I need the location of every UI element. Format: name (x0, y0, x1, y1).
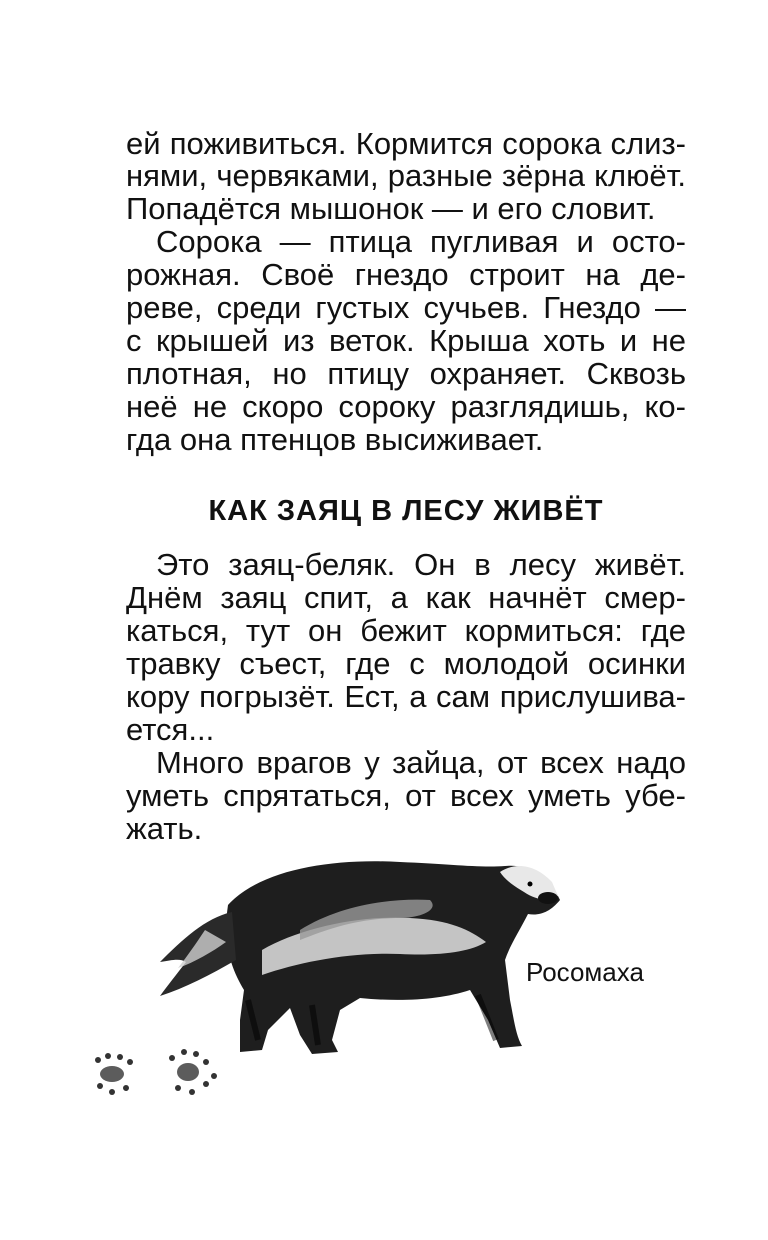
text-line: гда она птенцов высиживает. (126, 422, 544, 457)
text-line: кору погрызёт. Ест, а сам прислушива- (126, 679, 686, 714)
text-line: неё не скоро сороку разглядишь, ко- (126, 389, 686, 424)
text-line: Днём заяц спит, а как начнёт смер- (126, 580, 686, 615)
text-line: Сорока — птица пугливая и осто- (156, 224, 686, 259)
text-line: жать. (126, 811, 203, 846)
text-line: уметь спрятаться, от всех уметь убе- (126, 778, 686, 813)
illustration-caption: Росомаха (526, 957, 644, 987)
text-line: Это заяц-беляк. Он в лесу живёт. (156, 547, 686, 582)
text-line: Попадётся мышонок — и его словит. (126, 191, 656, 226)
text-line: Много врагов у зайца, от всех надо (156, 745, 686, 780)
text-line: ей поживиться. Кормится сорока слиз- (126, 126, 686, 161)
text-line: плотная, но птицу охраняет. Сквозь (126, 356, 686, 391)
paw-prints-illustration (95, 1049, 217, 1095)
wolverine-illustration (160, 861, 560, 1054)
text-line: нями, червяками, разные зёрна клюёт. (126, 158, 686, 193)
text-line: рожная. Своё гнездо строит на де- (126, 257, 686, 292)
text-line: ется... (126, 712, 215, 747)
section-heading: КАК ЗАЯЦ В ЛЕСУ ЖИВЁТ (208, 495, 604, 527)
text-line: с крышей из веток. Крыша хоть и не (126, 323, 686, 358)
text-line: каться, тут он бежит кормиться: где (126, 613, 686, 648)
text-line: травку съест, где с молодой осинки (126, 646, 686, 681)
text-line: реве, среди густых сучьев. Гнездо — (126, 290, 686, 325)
